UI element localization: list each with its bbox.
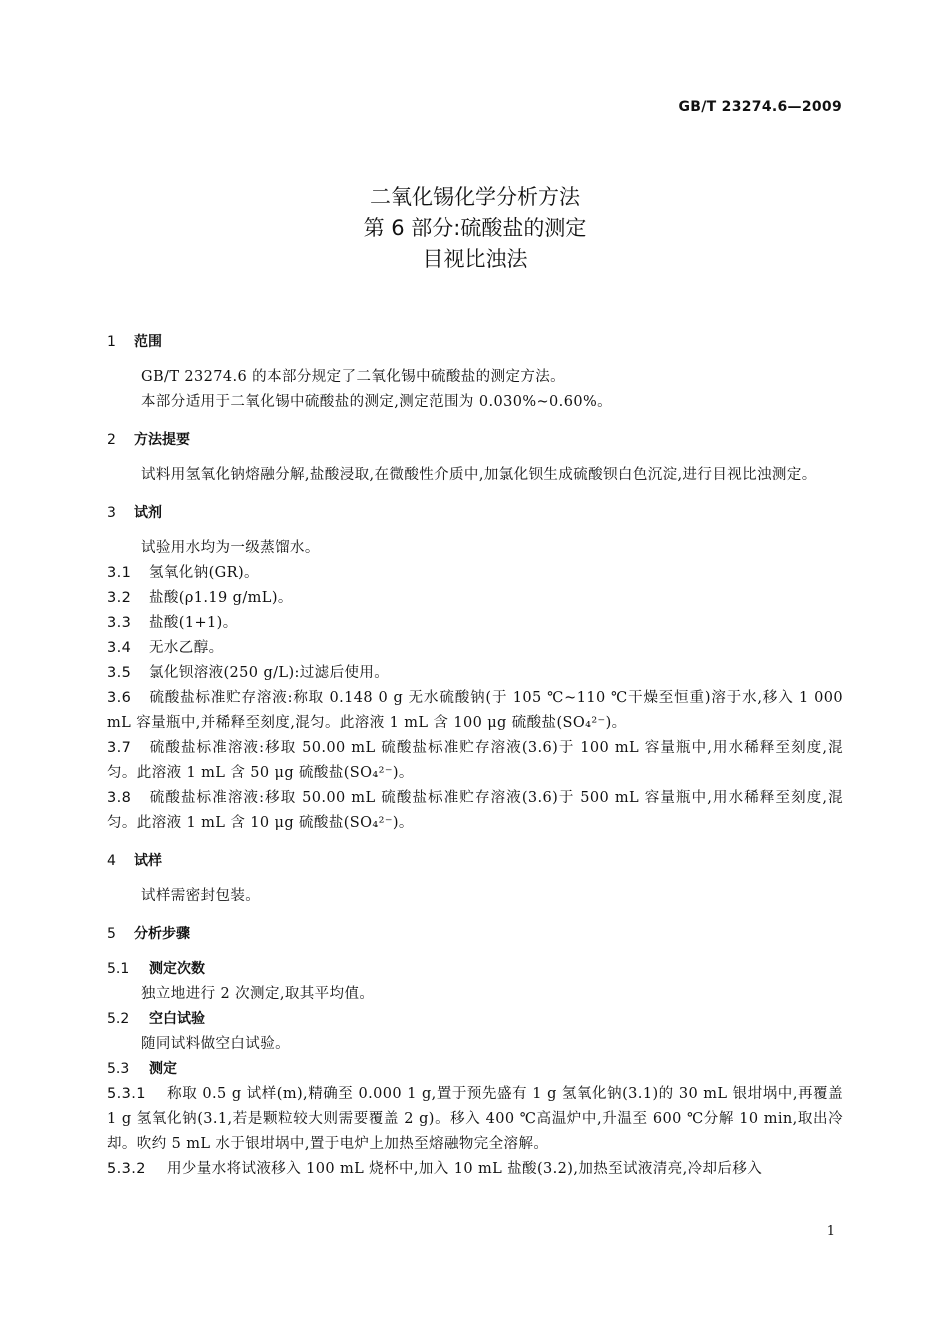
item-text: 盐酸(ρ1.19 g/mL)。 bbox=[149, 590, 293, 606]
section-1-heading bbox=[107, 330, 843, 355]
subsection-5-1-heading bbox=[107, 957, 843, 982]
subsection-number: 5.1 bbox=[107, 961, 130, 977]
item-number: 3.8 bbox=[107, 790, 132, 806]
list-item bbox=[107, 1157, 843, 1182]
item-number: 3.5 bbox=[107, 665, 132, 681]
list-item bbox=[107, 611, 843, 636]
item-number: 3.7 bbox=[107, 740, 132, 756]
item-number: 5.3.1 bbox=[107, 1086, 146, 1102]
list-item bbox=[107, 786, 843, 836]
subsection-number: 5.3 bbox=[107, 1061, 130, 1077]
section-title: 方法提要 bbox=[134, 432, 190, 448]
section-number: 3 bbox=[107, 505, 116, 521]
item-text: 用少量水将试液移入 100 mL 烧杯中,加入 10 mL 盐酸(3.2),加热至试液清亮,冷却后移入 bbox=[167, 1161, 763, 1177]
item-text: 盐酸(1+1)。 bbox=[149, 615, 238, 631]
section-4-heading bbox=[107, 849, 843, 874]
list-item bbox=[107, 736, 843, 786]
section-title: 试剂 bbox=[134, 505, 162, 521]
title-line-1: 二氧化锡化学分析方法 bbox=[370, 185, 580, 209]
item-number: 3.2 bbox=[107, 590, 132, 606]
subsection-title: 空白试验 bbox=[149, 1011, 205, 1027]
item-text: 称取 0.5 g 试样(m),精确至 0.000 1 g,置于预先盛有 1 g 氢氧化钠(3.1)的 30 mL 银坩埚中,再覆盖 1 g 氢氧化钠(3.1,若是颗粒较大则需要覆盖 2 g)。移入 400 ℃高温炉中,升温至 600 ℃分解 10 min,取出冷却。吹约 5 mL 水于银坩埚中,置于电炉上加热至熔融物完全溶解。 bbox=[107, 1086, 843, 1152]
section-number: 4 bbox=[107, 853, 116, 869]
subsection-title: 测定次数 bbox=[149, 961, 205, 977]
item-text: 硫酸盐标准溶液:移取 50.00 mL 硫酸盐标准贮存溶液(3.6)于 500 mL 容量瓶中,用水稀释至刻度,混匀。此溶液 1 mL 含 10 μg 硫酸盐(SO₄²⁻)。 bbox=[107, 790, 843, 831]
paragraph: 试样需密封包装。 bbox=[141, 888, 261, 904]
subsection-5-2-heading bbox=[107, 1007, 843, 1032]
document-title bbox=[0, 182, 950, 275]
section-2-heading bbox=[107, 428, 843, 453]
item-number: 3.1 bbox=[107, 565, 132, 581]
item-text: 氯化钡溶液(250 g/L):过滤后使用。 bbox=[149, 665, 390, 681]
list-item bbox=[107, 636, 843, 661]
paragraph: 试料用氢氧化钠熔融分解,盐酸浸取,在微酸性介质中,加氯化钡生成硫酸钡白色沉淀,进行目视比浊测定。 bbox=[141, 467, 817, 483]
paragraph: 独立地进行 2 次测定,取其平均值。 bbox=[141, 986, 375, 1002]
paragraph: 本部分适用于二氧化锡中硫酸盐的测定,测定范围为 0.030%~0.60%。 bbox=[141, 394, 613, 410]
paragraph: 试验用水均为一级蒸馏水。 bbox=[141, 540, 320, 556]
list-item bbox=[107, 586, 843, 611]
list-item bbox=[107, 1082, 843, 1157]
item-text: 硫酸盐标准溶液:移取 50.00 mL 硫酸盐标准贮存溶液(3.6)于 100 mL 容量瓶中,用水稀释至刻度,混匀。此溶液 1 mL 含 50 μg 硫酸盐(SO₄²⁻)。 bbox=[107, 740, 843, 781]
item-number: 3.4 bbox=[107, 640, 132, 656]
subsection-number: 5.2 bbox=[107, 1011, 130, 1027]
item-text: 无水乙醇。 bbox=[149, 640, 224, 656]
section-title: 范围 bbox=[134, 334, 162, 350]
document-body bbox=[107, 330, 843, 1182]
list-item bbox=[107, 561, 843, 586]
page-number: 1 bbox=[826, 1224, 835, 1239]
title-line-2: 第 6 部分:硫酸盐的测定 bbox=[363, 216, 587, 240]
item-number: 3.3 bbox=[107, 615, 132, 631]
subsection-5-3-heading bbox=[107, 1057, 843, 1082]
item-text: 氢氧化钠(GR)。 bbox=[149, 565, 259, 581]
subsection-title: 测定 bbox=[149, 1061, 177, 1077]
section-5-heading bbox=[107, 922, 843, 947]
list-item bbox=[107, 686, 843, 736]
paragraph: GB/T 23274.6 的本部分规定了二氧化锡中硫酸盐的测定方法。 bbox=[141, 369, 566, 385]
section-number: 5 bbox=[107, 926, 116, 942]
title-line-3: 目视比浊法 bbox=[422, 247, 528, 271]
section-number: 2 bbox=[107, 432, 116, 448]
section-number: 1 bbox=[107, 334, 116, 350]
item-number: 3.6 bbox=[107, 690, 132, 706]
section-3-heading bbox=[107, 501, 843, 526]
paragraph: 随同试料做空白试验。 bbox=[141, 1036, 290, 1052]
item-number: 5.3.2 bbox=[107, 1161, 146, 1177]
item-text: 硫酸盐标准贮存溶液:称取 0.148 0 g 无水硫酸钠(于 105 ℃~110 ℃干燥至恒重)溶于水,移入 1 000 mL 容量瓶中,并稀释至刻度,混匀。此溶液 1 mL 含 100 μg 硫酸盐(SO₄²⁻)。 bbox=[107, 690, 843, 731]
standard-code: GB/T 23274.6—2009 bbox=[678, 99, 842, 115]
list-item bbox=[107, 661, 843, 686]
section-title: 试样 bbox=[134, 853, 162, 869]
section-title: 分析步骤 bbox=[134, 926, 190, 942]
